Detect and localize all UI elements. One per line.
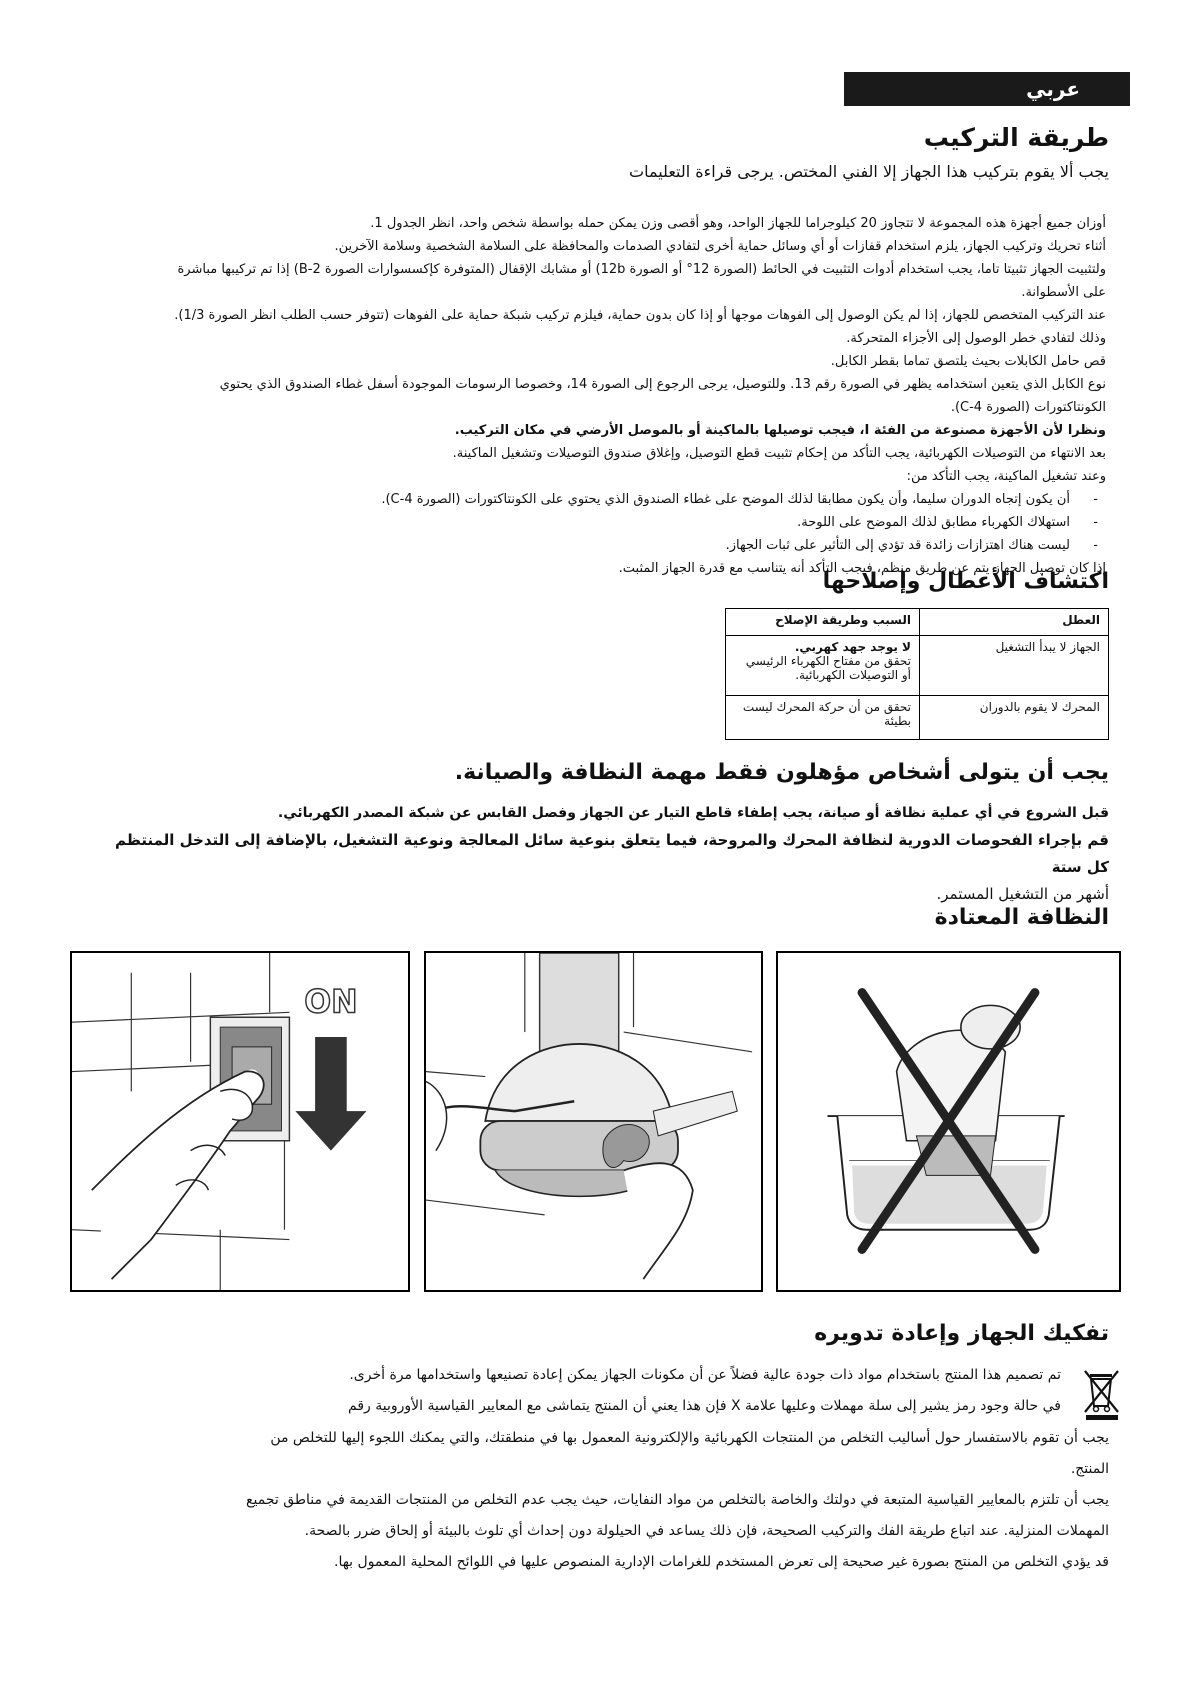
disposal-line-7: قد يؤدي التخلص من المنتج بصورة غير صحيحة إلى تعرض المستخدم للغرامات الإدارية المنصوص عليها في اللوائح المحلية المعمول بها. [334,1554,1109,1570]
cleaning-title: النظافة المعتادة [934,905,1109,930]
instruction-line: عند التركيب المتخصص للجهاز، إذا لم يكن الوصول إلى الفوهات موجها أو إذا كان بدون حماية، فيلزم تركيب شبكة حماية على الفوهات (تتوفر حسب الطلب انظر الصورة 1/3). [174,308,1106,323]
disposal-body [69,1423,1109,1578]
instruction-line: وذلك لتفادي خطر الوصول إلى الأجزاء المتحركة. [846,331,1106,346]
disposal-line-4: المنتج. [1070,1461,1109,1477]
instruction-line: - ليست هناك اهتزازات زائدة قد تؤدي إلى التأثير على ثبات الجهاز. [174,534,1106,557]
instruction-line: على الأسطوانة. [1021,285,1106,300]
disposal-line-3: يجب أن تقوم بالاستفسار حول أساليب التخلص من المنتجات الكهربائية والإلكترونية المعمول بها في منطقتك، والتي يمكنك اللجوء إليها للتخلص من [270,1430,1109,1446]
cause-bold: لا يوجد جهد كهربي. [794,640,911,654]
instruction-line: أثناء تحريك وتركيب الجهاز، يلزم استخدام قفازات أو أي وسائل حماية أخرى لتفادي الصدمات والمحافظة على السلامة الشخصية وسلامة الآخرين. [334,239,1106,254]
instruction-line: ولتثبيت الجهاز تثبيتا تاما، يجب استخدام أدوات التثبيت في الحائط (الصورة 12° أو الصورة 12b) أو مشابك الإقفال (المتوفرة كإكسسوارات الصورة B-2) إذا تم تركيبها مباشرة [177,262,1106,277]
disposal-line-2: في حالة وجود رمز يشير إلى سلة مهملات وعليها علامة X فإن هذا يعني أن المنتج يتماشى مع المعايير القياسية الأوروبية رقم [348,1398,1061,1414]
disposal-line-1: تم تصميم هذا المنتج باستخدام مواد ذات جودة عالية فضلاً عن أن مكونات الجهاز يمكن إعادة تصنيعها واستخدامها مرة أخرى. [349,1367,1061,1383]
maintenance-line-1: قبل الشروع في أي عملية نظافة أو صيانة، يجب إطفاء قاطع التيار عن الجهاز وفصل القابس عن شبكة المصدر الكهربائي. [277,805,1109,821]
column-cause: السبب وطريقة الإصلاح [726,609,920,636]
no-water-immersion-illustration [778,953,1119,1290]
instruction-line: وعند تشغيل الماكينة، يجب التأكد من: [906,469,1106,484]
maintenance-line-2: قم بإجراء الفحوصات الدورية لنظافة المحرك والمروحة، فيما يتعلق بنوعية سائل المعالجة ونوعية التشغيل، بالإضافة إلى التدخل المنتظم كل ستة [114,831,1109,876]
fan-cleaning-illustration [426,953,761,1290]
cause-cell [726,636,920,696]
troubleshooting-title: اكتشاف الأعطال وإصلاحها [822,569,1109,594]
cause-cell: تحقق من أن حركة المحرك ليست بطيئة [726,696,920,740]
installation-title: طريقة التركيب [923,123,1109,152]
table-row [726,696,1109,740]
arrow-down-icon [295,1037,366,1151]
fault-cell: المحرك لا يقوم بالدوران [920,696,1109,740]
instruction-line: بعد الانتهاء من التوصيلات الكهربائية، يجب التأكد من إحكام تثبيت قطع التوصيل، وإغلاق صندوق التوصيلات وتشغيل الماكينة. [452,446,1106,461]
table-header-row [726,609,1109,636]
language-badge: عربي [844,72,1130,106]
instruction-line: نوع الكابل الذي يتعين استخدامه يظهر في الصورة رقم 13. وللتوصيل، يرجى الرجوع إلى الصورة 14، وخصوصا الرسومات الموجودة أسفل غطاء الصندوق الذي يحتوي [219,377,1106,392]
disposal-line-6: المهملات المنزلية. عند اتباع طريقة الفك والتركيب الصحيحة، فإن ذلك يساعد في الحيلولة دون إحداث أي تلوث بالبيئة أو إلحاق ضرر بالصحة. [304,1523,1109,1539]
column-fault: العطل [920,609,1109,636]
weee-bin-icon [1082,1368,1122,1420]
disposal-title: تفكيك الجهاز وإعادة تدويره [814,1321,1109,1346]
instruction-line: الكونتاكتورات (الصورة C-4). [950,400,1106,415]
figure-cleaning-fan [424,951,763,1292]
on-label: ON [304,984,358,1021]
cause-text: تحقق من مفتاح الكهرباء الرئيسي أو التوصيلات الكهربائية. [745,654,911,682]
maintenance-title: يجب أن يتولى أشخاص مؤهلون فقط مهمة النظافة والصيانة. [454,760,1109,785]
instruction-line: إذا كان توصيل الجهاز يتم عن طريق منظم، فيجب التأكد أنه يتناسب مع قدرة الجهاز المثبت. [618,561,1106,576]
table-row [726,636,1109,696]
instruction-line: قص حامل الكابلات بحيث يلتصق تماما بقطر الكابل. [830,354,1106,369]
installation-intro: يجب ألا يقوم بتركيب هذا الجهاز إلا الفني المختص. يرجى قراءة التعليمات [629,162,1109,181]
fault-cell: الجهاز لا يبدأ التشغيل [920,636,1109,696]
instruction-line: أوزان جميع أجهزة هذه المجموعة لا تتجاوز 20 كيلوجراما للجهاز الواحد، وهو أقصى وزن يمكن حمله بواسطة شخص واحد، انظر الجدول 1. [370,216,1106,231]
troubleshooting-table [725,608,1109,740]
instruction-line: - استهلاك الكهرباء مطابق لذلك الموضح على اللوحة. [174,511,1106,534]
figure-no-immersion [776,951,1121,1292]
instruction-line: ونظرا لأن الأجهزة مصنوعة من الفئة I، فيجب توصيلها بالماكينة أو بالموصل الأرضي في مكان التركيب. [454,423,1106,438]
maintenance-text [109,800,1109,908]
disposal-intro [101,1360,1061,1422]
instruction-line: - أن يكون إتجاه الدوران سليما، وأن يكون مطابقا لذلك الموضح على غطاء الصندوق الذي يحتوي على الكونتاكتورات (الصورة C-4). [174,488,1106,511]
switch-illustration [72,953,408,1290]
disposal-line-5: يجب أن تلتزم بالمعايير القياسية المتبعة في دولتك والخاصة بالتخلص من مواد النفايات، حيث يجب عدم التخلص من المنتجات القديمة في مناطق تجميع [246,1492,1109,1508]
figure-switch-on [70,951,410,1292]
installation-instructions [174,212,1106,580]
maintenance-line-3: أشهر من التشغيل المستمر. [936,885,1109,903]
